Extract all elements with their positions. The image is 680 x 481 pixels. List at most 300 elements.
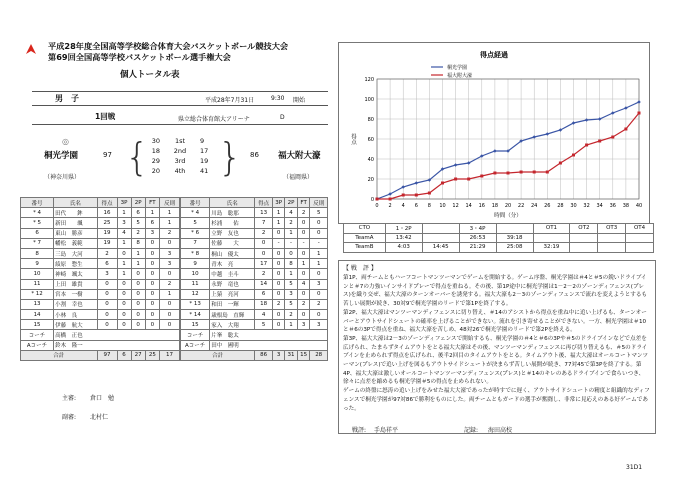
cto-cell (570, 233, 598, 243)
y-tick-label: 20 (367, 177, 374, 183)
player-number: 6 (21, 228, 54, 238)
player-name: 川島 聡那 (210, 208, 255, 218)
player-name: 宮本 一樹 (54, 289, 97, 299)
stat-cell: 4 (297, 279, 310, 289)
coach-row (21, 340, 180, 350)
stat-cell: 0 (272, 289, 284, 299)
writer-name: 手島祥平 (374, 427, 399, 434)
player-name: 永野 竜也 (210, 279, 255, 289)
period-home-score: 30 (151, 137, 160, 145)
stat-cell: 4 (285, 208, 298, 218)
table-header-cell: 反則 (159, 198, 179, 208)
coach-name: 田中 國明 (210, 340, 328, 350)
x-tick-label: 12 (452, 203, 459, 209)
data-point (624, 128, 627, 131)
stat-cell: 1 (117, 269, 131, 279)
stat-cell: 16 (97, 208, 117, 218)
cto-table (343, 223, 654, 253)
referee-name: 倉口 勉 (90, 395, 115, 402)
stat-cell: 3 (297, 320, 310, 330)
player-number: 13 (21, 299, 54, 309)
stat-cell: 1 (117, 208, 131, 218)
stat-cell: 0 (117, 248, 131, 258)
chart-svg (339, 43, 649, 223)
home-box-score (20, 197, 180, 361)
header-line1: 平成28年度全国高等学校総合体育大会バスケットボール競技大会 (48, 41, 289, 51)
chart-title: 得点経過 (480, 51, 508, 59)
player-name: 田代 鉾 (54, 208, 97, 218)
player-name: 東山 勝彦 (54, 228, 97, 238)
stat-cell: 0 (272, 259, 284, 269)
legend-label: 福大附大濠 (447, 73, 473, 79)
totals-cell: 27 (131, 350, 145, 360)
player-name: 青木 亮 (210, 259, 255, 269)
table-header-cell: 2P (285, 198, 298, 208)
stat-cell: 1 (285, 228, 298, 238)
totals-cell: 25 (145, 350, 159, 360)
player-name: 杉浦 佑 (210, 218, 255, 228)
cto-cell: TeamA (344, 233, 386, 243)
gender-label: 男 子 (55, 94, 79, 103)
stat-cell: 1 (131, 248, 145, 258)
stat-cell: - (272, 238, 284, 248)
player-name: 小林 良 (54, 310, 97, 320)
data-point (493, 172, 496, 175)
player-name: 上田 雄貴 (54, 279, 97, 289)
stat-cell: 0 (272, 320, 284, 330)
cto-header-row (344, 224, 654, 234)
stat-cell: 25 (97, 218, 117, 228)
player-number: 11 (181, 279, 210, 289)
totals-label: 合計 (181, 350, 255, 360)
player-name: 家入 大翔 (210, 320, 255, 330)
data-point (611, 111, 615, 115)
table-row (21, 310, 180, 320)
x-tick-label: 34 (596, 203, 603, 209)
x-tick-label: 24 (531, 203, 538, 209)
stat-cell: 2 (297, 208, 310, 218)
period-label: 4th (174, 167, 186, 175)
data-point (624, 106, 628, 110)
player-name: 小割 幸也 (54, 299, 97, 309)
page-code: 31D1 (626, 464, 643, 471)
stat-cell: 0 (159, 269, 179, 279)
stat-cell: 0 (145, 269, 159, 279)
stat-cell: 1 (145, 208, 159, 218)
stat-cell: 0 (272, 228, 284, 238)
stat-cell: 2 (272, 299, 284, 309)
table-row (21, 208, 180, 218)
cto-header-cell: OT3 (598, 224, 626, 234)
player-number: 11 (21, 279, 54, 289)
player-number: * 5 (21, 218, 54, 228)
stat-cell: 2 (297, 299, 310, 309)
stat-cell: 2 (255, 269, 273, 279)
stat-cell: 4 (117, 228, 131, 238)
data-point (415, 181, 419, 185)
stat-cell: 0 (272, 310, 284, 320)
stat-cell: 0 (97, 299, 117, 309)
player-number: 10 (21, 269, 54, 279)
period-home-score: 18 (151, 147, 160, 155)
stat-cell: 0 (97, 310, 117, 320)
stat-cell: 1 (310, 248, 328, 258)
stat-cell: 1 (159, 289, 179, 299)
table-header-cell: 氏名 (54, 198, 97, 208)
stat-cell: 19 (97, 228, 117, 238)
x-tick-label: 30 (570, 203, 577, 209)
commentary-box (338, 260, 656, 434)
home-team-pref: （神奈川県） (44, 174, 81, 181)
cto-cell: 32:19 (533, 243, 570, 253)
player-name: 伊藤 航大 (54, 320, 97, 330)
stat-cell: 0 (145, 320, 159, 330)
stat-cell: 0 (285, 248, 298, 258)
cto-cell: 25:08 (496, 243, 533, 253)
cto-cell: 14:45 (422, 243, 459, 253)
stat-cell: 0 (131, 320, 145, 330)
stat-cell: 6 (97, 259, 117, 269)
game-date: 平成28年7月31日 (205, 97, 255, 104)
commentary-title: 【 戦 評 】 (343, 265, 377, 272)
bracket-left: { (125, 135, 150, 179)
period-away-score: 17 (200, 147, 209, 155)
data-point (585, 118, 589, 122)
cto-cell: 13:42 (385, 233, 422, 243)
period-label: 1st (174, 137, 186, 145)
data-point (533, 171, 536, 174)
player-number: 10 (181, 269, 210, 279)
table-row (21, 238, 180, 248)
cto-cell (570, 243, 598, 253)
cto-header-cell: OT4 (626, 224, 654, 234)
period-label: 3rd (174, 157, 186, 165)
period-home-score: 29 (151, 157, 160, 165)
x-tick-label: 26 (544, 203, 551, 209)
stat-cell: 0 (159, 320, 179, 330)
stat-cell: 0 (145, 310, 159, 320)
page-subtitle: 個人トータル表 (120, 70, 180, 80)
cto-cell (533, 233, 570, 243)
cto-cell: 39:18 (496, 233, 533, 243)
table-row (21, 269, 180, 279)
data-point (598, 140, 601, 143)
data-point (637, 100, 641, 104)
y-tick-label: 80 (367, 117, 374, 123)
stat-cell: 6 (145, 218, 159, 228)
x-axis-label: 時間（分） (494, 213, 522, 219)
period-row (140, 167, 220, 177)
coach-label: コーチ (21, 330, 54, 340)
stat-cell: 0 (117, 310, 131, 320)
recorder-name: 海田高校 (488, 427, 513, 434)
commentary-paragraph: ゲームの終盤に怒涛の追い上げをみせた福大大濠であったが時すでに遅く、アウトサイドシュートの精度と組織的なディフェンスで桐光学園が97対86で勝利をものにした。両チームともガードの選手が奮闘し、非常に見応えのある好ゲームであった。 (343, 388, 650, 412)
totals-cell: 3 (272, 350, 284, 360)
commentary-paragraph: 第1P、両チームともハーフコートマンツーマンでゲームを開始する。ゲーム序盤、桐光学園は＃4と＃5の鋭いドライブインと＃7の力強いインサイドプレーで得点を重ねる。その後、第1P途中に桐光学園は1－2－2のゾーンディフェンス(プレス)を織り交ぜ、福大大濠のターンオーバーを誘発する。福大大濠も2－3のゾーンディフェンスで流れを変えようとするも苦しい展開が続き、30対9で桐光学園のリードで第1Pを終了する。 (343, 275, 648, 308)
stat-cell: 3 (310, 279, 328, 289)
player-name: 立野 友也 (210, 228, 255, 238)
player-name: 中越 圭斗 (210, 269, 255, 279)
table-row (181, 218, 328, 228)
stat-cell: 0 (272, 248, 284, 258)
table-header-cell: 番号 (181, 198, 210, 208)
stat-cell: 0 (310, 218, 328, 228)
x-tick-label: 20 (504, 203, 512, 209)
player-number: 9 (21, 259, 54, 269)
player-number: 15 (21, 320, 54, 330)
data-point (611, 136, 614, 139)
coach-name: 高橋 正也 (54, 330, 180, 340)
data-point (585, 144, 588, 147)
recorder-label: 記録: (464, 427, 479, 434)
table-header-cell: 氏名 (210, 198, 255, 208)
data-point (572, 154, 575, 157)
away-box-score (180, 197, 328, 361)
player-name: 神崎 颯太 (54, 269, 97, 279)
player-number: 9 (181, 259, 210, 269)
stat-cell: 0 (159, 299, 179, 309)
player-name: 歳根島 直輝 (210, 310, 255, 320)
stat-cell: 0 (131, 279, 145, 289)
home-total-score: 97 (103, 151, 112, 159)
table-row (181, 208, 328, 218)
stat-cell: 3 (117, 218, 131, 228)
stat-cell: 19 (97, 238, 117, 248)
coach-row (21, 330, 180, 340)
stat-cell: 2 (310, 299, 328, 309)
player-number: * 12 (21, 289, 54, 299)
writer-label: 戦評: (352, 427, 367, 434)
stat-cell: 5 (285, 279, 298, 289)
cto-cell: TeamB (344, 243, 386, 253)
stat-cell: 0 (145, 248, 159, 258)
player-number: 12 (181, 289, 210, 299)
table-header-cell: FT (297, 198, 310, 208)
data-point (428, 192, 431, 195)
stat-cell: 1 (285, 269, 298, 279)
stat-cell: 3 (310, 320, 328, 330)
stat-cell: 1 (310, 259, 328, 269)
cto-cell (422, 233, 459, 243)
stat-cell: 17 (255, 259, 273, 269)
data-point (415, 194, 418, 197)
totals-cell: 28 (310, 350, 328, 360)
stat-cell: 0 (131, 269, 145, 279)
cto-cell (626, 243, 654, 253)
legend-label: 桐光学園 (447, 65, 468, 71)
stat-cell: 3 (145, 228, 159, 238)
x-tick-label: 40 (635, 203, 643, 209)
table-row (21, 228, 180, 238)
y-tick-label: 120 (364, 77, 374, 83)
stat-cell: 3 (159, 248, 179, 258)
bracket-right: } (218, 135, 243, 179)
court: D (280, 114, 285, 121)
table-row (181, 228, 328, 238)
cto-cell: 26:53 (459, 233, 496, 243)
stat-cell: 0 (145, 299, 159, 309)
totals-label: 合計 (21, 350, 98, 360)
stat-cell: 0 (297, 269, 310, 279)
stat-cell: 0 (159, 310, 179, 320)
stat-cell: 6 (255, 289, 273, 299)
stat-cell: 0 (117, 320, 131, 330)
stat-cell: 4 (255, 310, 273, 320)
player-number: 8 (21, 248, 54, 258)
totals-cell: 97 (97, 350, 117, 360)
table-row (181, 279, 328, 289)
totals-row (181, 350, 328, 360)
stat-cell: 2 (285, 310, 298, 320)
home-team-name: 桐光学園 (44, 151, 79, 161)
player-number: * 6 (181, 228, 210, 238)
table-row (181, 299, 328, 309)
data-point (454, 163, 458, 167)
table-row (181, 269, 328, 279)
cto-cell (598, 233, 626, 243)
x-tick-label: 22 (517, 203, 525, 209)
commentary-paragraph: 第3P、福大大濠は2－3のゾーンディフェンスで開始するも、桐光学園の＃4と＃6の3Pや＃5のドライブインなどで点差を広げられ、たまらずタイムアウトをとる福大大濠はその後、マンツーマンディフェンスに再び切り替えるも、＃5のドライブインを止められず得点を広げられ、後半2回目のタイムアウトをとる。タイムアウト後、福大大濠はオールコートマンツーマン(プレス)で追い上げを図るもアウトサイドシュートが決まらず苦しい展開が続き、77対45で第3Pを終了する。第4P、福大大濠は激しいオールコートマンツーマンディフェンス(プレス)と＃14のキレのあるドライブインで食らいつき、徐々に点差を縮めるも桐光学園＃5の得点を止められない。 (343, 335, 649, 386)
player-name: 綾原 惣生 (54, 259, 97, 269)
stat-cell: 0 (159, 238, 179, 248)
stat-cell: - (310, 238, 328, 248)
period-row (140, 157, 220, 167)
x-tick-label: 4 (401, 203, 405, 209)
table-row (21, 218, 180, 228)
stat-cell: 14 (255, 279, 273, 289)
cto-cell: 4:03 (385, 243, 422, 253)
stat-cell: 6 (131, 208, 145, 218)
totals-cell: 17 (159, 350, 179, 360)
table-header-row (181, 198, 328, 208)
x-tick-label: 32 (583, 203, 590, 209)
commentary-paragraph: 第2P、福大大濠はマンツーマンディフェンスに切り替え、＃14のアシストから得点を重ね中に追い上げるも、ターンオーバーとアウトサイドシュートの確率を上げることができない。流れを引き寄せることができない。一方、桐光学園は＃10と＃6の3Pで得点を重ね、福大大濠を苦しめ、48対26で桐光学園のリードで第2Pを終える。 (343, 309, 647, 334)
stat-cell: 2 (285, 218, 298, 228)
stat-cell: 0 (145, 259, 159, 269)
stat-cell: 1 (285, 320, 298, 330)
x-tick-label: 28 (557, 203, 564, 209)
data-point (376, 198, 379, 201)
stat-cell: 0 (255, 238, 273, 248)
stat-cell: 0 (272, 269, 284, 279)
stat-cell: 2 (255, 228, 273, 238)
period-scores (140, 137, 220, 177)
table-header-row (21, 198, 180, 208)
period-row (140, 147, 220, 157)
coach-label: Aコーチ (21, 340, 54, 350)
table-row (21, 289, 180, 299)
data-point (467, 178, 470, 181)
stat-cell: 2 (159, 279, 179, 289)
away-team-name: 福大附大濠 (278, 151, 321, 161)
y-tick-label: 60 (367, 137, 374, 143)
player-name: 新田 颯 (54, 218, 97, 228)
round-label: 1回戦 (95, 112, 116, 121)
stat-cell: 0 (131, 289, 145, 299)
stat-cell: 0 (310, 269, 328, 279)
cto-header-cell: 3・4P (459, 224, 496, 234)
player-name: 桐山 優太 (210, 248, 255, 258)
player-number: * 13 (181, 299, 210, 309)
stat-cell: 0 (297, 289, 310, 299)
cto-cell: 21:29 (459, 243, 496, 253)
stat-cell: 1 (272, 208, 284, 218)
period-label: 2nd (173, 147, 187, 155)
stat-cell: 0 (97, 320, 117, 330)
away-total-score: 86 (250, 151, 259, 159)
cto-header-cell (422, 224, 459, 234)
totals-cell: 31 (285, 350, 298, 360)
x-tick-label: 16 (478, 203, 485, 209)
data-point (454, 178, 457, 181)
table-row (21, 320, 180, 330)
table-row (181, 238, 328, 248)
player-number: * 4 (21, 208, 54, 218)
stat-cell: 8 (285, 259, 298, 269)
commentary-body (339, 274, 655, 413)
data-point (546, 171, 549, 174)
stat-cell: - (285, 238, 298, 248)
stat-cell: 0 (131, 299, 145, 309)
x-tick-label: 6 (414, 203, 418, 209)
stat-cell: 0 (310, 310, 328, 320)
y-tick-label: 0 (370, 197, 374, 203)
cto-header-cell: CTO (344, 224, 386, 234)
x-tick-label: 8 (427, 203, 431, 209)
data-point (441, 182, 444, 185)
stat-cell: 0 (297, 310, 310, 320)
data-point (546, 132, 550, 136)
coach-name: 鈴木 隆一 (54, 340, 180, 350)
coach-label: Aコーチ (181, 340, 210, 350)
coach-row (181, 330, 328, 340)
x-tick-label: 18 (491, 203, 499, 209)
table-row (21, 259, 180, 269)
period-away-score: 41 (200, 167, 209, 175)
x-tick-label: 2 (388, 203, 392, 209)
start-label: 開始 (293, 97, 306, 104)
table-header-cell: 2P (131, 198, 145, 208)
coach-label: コーチ (181, 330, 210, 340)
stat-cell: 5 (310, 208, 328, 218)
stat-cell: 0 (297, 248, 310, 258)
stat-cell: 3 (285, 289, 298, 299)
stat-cell: 0 (255, 248, 273, 258)
stat-cell: 1 (117, 259, 131, 269)
stat-cell: 2 (131, 228, 145, 238)
totals-cell: 86 (255, 350, 273, 360)
table-header-cell: 反則 (310, 198, 328, 208)
seal-icon: ◎ (62, 137, 69, 146)
stat-cell: 2 (159, 228, 179, 238)
table-header-cell: 3P (272, 198, 284, 208)
tournament-logo (26, 44, 36, 54)
stat-cell: 5 (131, 218, 145, 228)
stat-cell: 0 (297, 218, 310, 228)
table-header-cell: FT (145, 198, 159, 208)
stat-cell: 3 (97, 269, 117, 279)
data-point (638, 112, 641, 115)
stat-cell: - (297, 238, 310, 248)
table-row (181, 320, 328, 330)
header-line2: 第69回全国高等学校バスケットボール選手権大会 (48, 52, 231, 62)
player-number: * 8 (181, 248, 210, 258)
data-point (559, 162, 562, 165)
game-time: 9:30 (271, 95, 285, 102)
x-tick-label: 10 (439, 203, 446, 209)
stat-cell: 0 (117, 299, 131, 309)
table-row (21, 248, 180, 258)
